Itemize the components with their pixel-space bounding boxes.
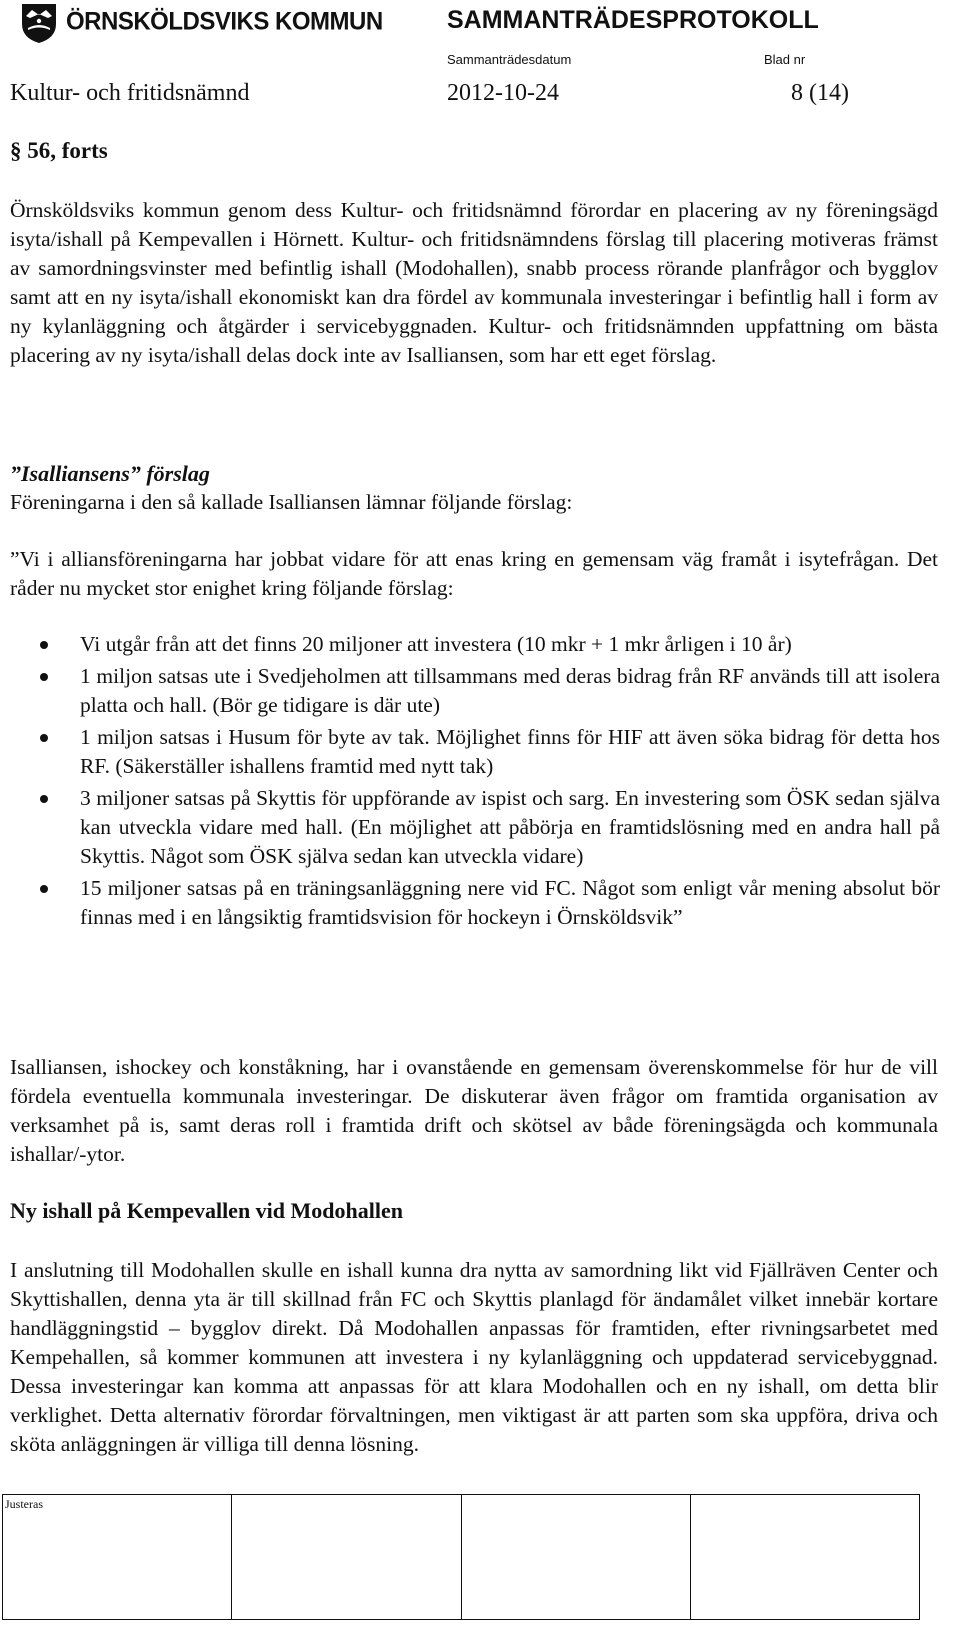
quote-paragraph: ”Vi i alliansföreningarna har jobbat vidare för att enas kring en gemensam väg framåt i isytefrågan. Det råder nu mycket stor enighet kring följande förslag: [10,547,938,600]
page-number: 8 (14) [791,80,849,106]
list-item: 15 miljoner satsas på en träningsanläggning nere vid FC. Något som enligt vår mening absolut bör finnas med i en långsiktig framtidsvision för hockeyn i Örnsköldsvik” [0,874,940,932]
bullet-icon [40,885,48,893]
committee-name: Kultur- och fritidsnämnd [10,80,250,106]
list-item: 3 miljoner satsas på Skyttis för uppförande av ispist och sarg. En investering som ÖSK sedan själva kan utveckla vidare med hall. (En möjlighet att påbörja en framtidslösning med en andra hall på Skyttis. Något som ÖSK själva sedan kan utveckla vidare) [0,784,940,871]
municipality-name: ÖRNSKÖLDSVIKS KOMMUN [66,7,383,36]
summary-paragraph: Isalliansen, ishockey och konståkning, har i ovanstående en gemensam överenskommelse för hur de vill fördela eventuella kommunala investeringar. De diskuterar även frågor om framtida organisation av verksamhet på is, samt deras roll i framtida drift och skötsel av både föreningsägda och kommunala ishallar/-ytor. [10,1055,938,1166]
modohallen-heading: Ny ishall på Kempevallen vid Modohallen [10,1198,403,1223]
coat-of-arms-icon [20,2,58,44]
page-label: Blad nr [764,52,806,67]
modohallen-paragraph: I anslutning till Modohallen skulle en ishall kunna dra nytta av samordning likt vid Fjällräven Center och Skyttishallen, denna yta är till skillnad från FC och Skyttis planlagd för ändamålet vilket innebär kortare handläggningstid – bygglov direkt. Då Modohallen anpassas för framtiden, efter rivningsarbetet med Kempehallen, så kommer kommunen att investera i ny kylanläggning och uppdaterad servicebyggnad. Dessa investeringar kan komma att anpassas för att klara Modohallen och en ny ishall, om detta blir verklighet. Detta alternativ förordar förvaltningen, men viktigast är att parten som ska uppföra, driva och sköta anläggningen är villiga till denna lösning. [10,1258,938,1456]
list-item: 1 miljon satsas i Husum för byte av tak. Möjlighet finns för HIF att även söka bidrag för detta hos RF. (Säkerställer ishallens framtid med nytt tak) [0,723,940,781]
signature-cell [232,1495,461,1620]
isalliansen-heading: ”Isalliansens” förslag [10,461,210,486]
isalliansen-intro: Föreningarna i den så kallade Isalliansen lämnar följande förslag: [10,490,573,514]
bullet-icon [40,641,48,649]
justeras-label: Justeras [5,1497,43,1511]
signature-cell [690,1495,919,1620]
intro-paragraph: Örnsköldsviks kommun genom dess Kultur- och fritidsnämnd förordar en placering av ny föreningsägd isyta/ishall på Kempevallen i Hörnett. Kultur- och fritidsnämndens förslag till placering motiveras främst av samordningsvinster med befintlig ishall (Modohallen), snabb process rörande planfrågor och bygglov samt att en ny isyta/ishall ekonomiskt kan dra fördel av kommunala investeringar i befintlig hall i form av ny kylanläggning och åtgärder i servicebyggnaden. Kultur- och fritidsnämnden uppfattning om bästa placering av ny isyta/ishall delas dock inte av Isalliansen, som har ett eget förslag. [10,198,938,367]
signature-cell [3,1495,232,1620]
list-item: Vi utgår från att det finns 20 miljoner att investera (10 mkr + 1 mkr årligen i 10 år) [0,630,940,659]
bullet-icon [40,673,48,681]
meeting-date: 2012-10-24 [447,80,559,106]
justeras-table [2,1494,920,1620]
section-number: § 56, forts [10,138,108,163]
bullet-icon [40,795,48,803]
proposal-list [0,630,940,935]
list-item: 1 miljon satsas ute i Svedjeholmen att tillsammans med deras bidrag från RF används till att isolera platta och hall. (Bör ge tidigare is där ute) [0,662,940,720]
bullet-icon [40,734,48,742]
document-type: SAMMANTRÄDESPROTOKOLL [447,6,819,34]
date-label: Sammanträdesdatum [447,52,572,67]
signature-cell [461,1495,690,1620]
